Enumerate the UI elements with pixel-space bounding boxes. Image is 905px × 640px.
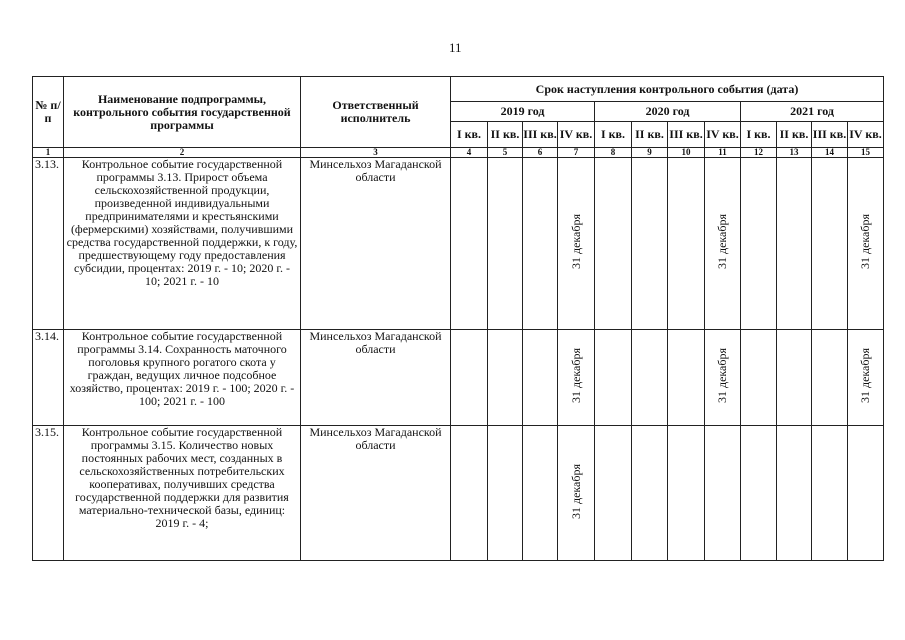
header-number: № п/п: [33, 77, 64, 148]
deadline-date: 31 декабря: [568, 214, 583, 270]
table-row: [33, 330, 884, 426]
deadline-date: 31 декабря: [858, 348, 872, 404]
column-number: 1: [33, 148, 64, 158]
header-quarter: II кв.: [777, 122, 812, 148]
header-quarter: I кв.: [741, 122, 777, 148]
column-number: 7: [558, 148, 595, 158]
header-quarter: IV кв.: [848, 122, 884, 148]
header-quarter: III кв.: [812, 122, 848, 148]
header-quarter: I кв.: [595, 122, 632, 148]
header-quarter: II кв.: [488, 122, 523, 148]
column-number: 4: [451, 148, 488, 158]
column-number: 12: [741, 148, 777, 158]
column-number: 10: [668, 148, 705, 158]
row-number: 3.13.: [33, 158, 64, 330]
column-number: 3: [301, 148, 451, 158]
column-number: 6: [523, 148, 558, 158]
deadline-date: 31 декабря: [568, 348, 583, 404]
header-quarter: III кв.: [668, 122, 705, 148]
header-quarter: III кв.: [523, 122, 558, 148]
row-event-name: Контрольное событие государственной программы 3.15. Количество новых постоянных рабочих мест, созданных в сельскохозяйственных потребительских кооперативах, получивших средства государственной поддержки для развития материально-технической базы, единиц: 2019 г. - 4;: [64, 426, 301, 561]
row-number: 3.15.: [33, 426, 64, 561]
column-number: 9: [632, 148, 668, 158]
deadline-date: 31 декабря: [568, 463, 583, 520]
column-number: 15: [848, 148, 884, 158]
deadline-date: 31 декабря: [858, 214, 872, 270]
row-event-name: Контрольное событие государственной программы 3.14. Сохранность маточного поголовья крупного рогатого скота у граждан, ведущих личное подсобное хозяйство, процентах: 2019 г. - 100; 2020 г. - 100; 2021 г. - 100: [64, 330, 301, 426]
column-number: 11: [705, 148, 741, 158]
row-executor: Минсельхоз Магаданской области: [301, 330, 451, 426]
row-event-name: Контрольное событие государственной программы 3.13. Прирост объема сельскохозяйственной продукции, произведенной индивидуальными предпринимателями и крестьянскими (фермерскими) хозяйствами, получившими средства государственной поддержки, к году, предшествующему году предоставления субсидии, процентах: 2019 г. - 10; 2020 г. - 10; 2021 г. - 10: [64, 158, 301, 330]
header-executor: Ответственный исполнитель: [301, 77, 451, 148]
table-row: [33, 426, 884, 561]
header-name: Наименование подпрограммы, контрольного события государственной программы: [64, 77, 301, 148]
header-year-2020: 2020 год: [595, 102, 741, 122]
column-number: 2: [64, 148, 301, 158]
column-number: 13: [777, 148, 812, 158]
row-executor: Минсельхоз Магаданской области: [301, 426, 451, 561]
header-year-2019: 2019 год: [451, 102, 595, 122]
deadline-date: 31 декабря: [715, 214, 729, 270]
column-number: 14: [812, 148, 848, 158]
page-number: 11: [449, 40, 462, 55]
column-number: 8: [595, 148, 632, 158]
header-quarter: II кв.: [632, 122, 668, 148]
header-quarter: IV кв.: [558, 122, 595, 148]
row-executor: Минсельхоз Магаданской области: [301, 158, 451, 330]
header-quarter: I кв.: [451, 122, 488, 148]
deadline-date: 31 декабря: [715, 348, 729, 404]
header-quarter: IV кв.: [705, 122, 741, 148]
header-deadline: Срок наступления контрольного события (дата): [451, 77, 884, 102]
table-row: [33, 158, 884, 330]
row-number: 3.14.: [33, 330, 64, 426]
header-year-2021: 2021 год: [741, 102, 884, 122]
column-number: 5: [488, 148, 523, 158]
control-events-table: [32, 76, 884, 561]
